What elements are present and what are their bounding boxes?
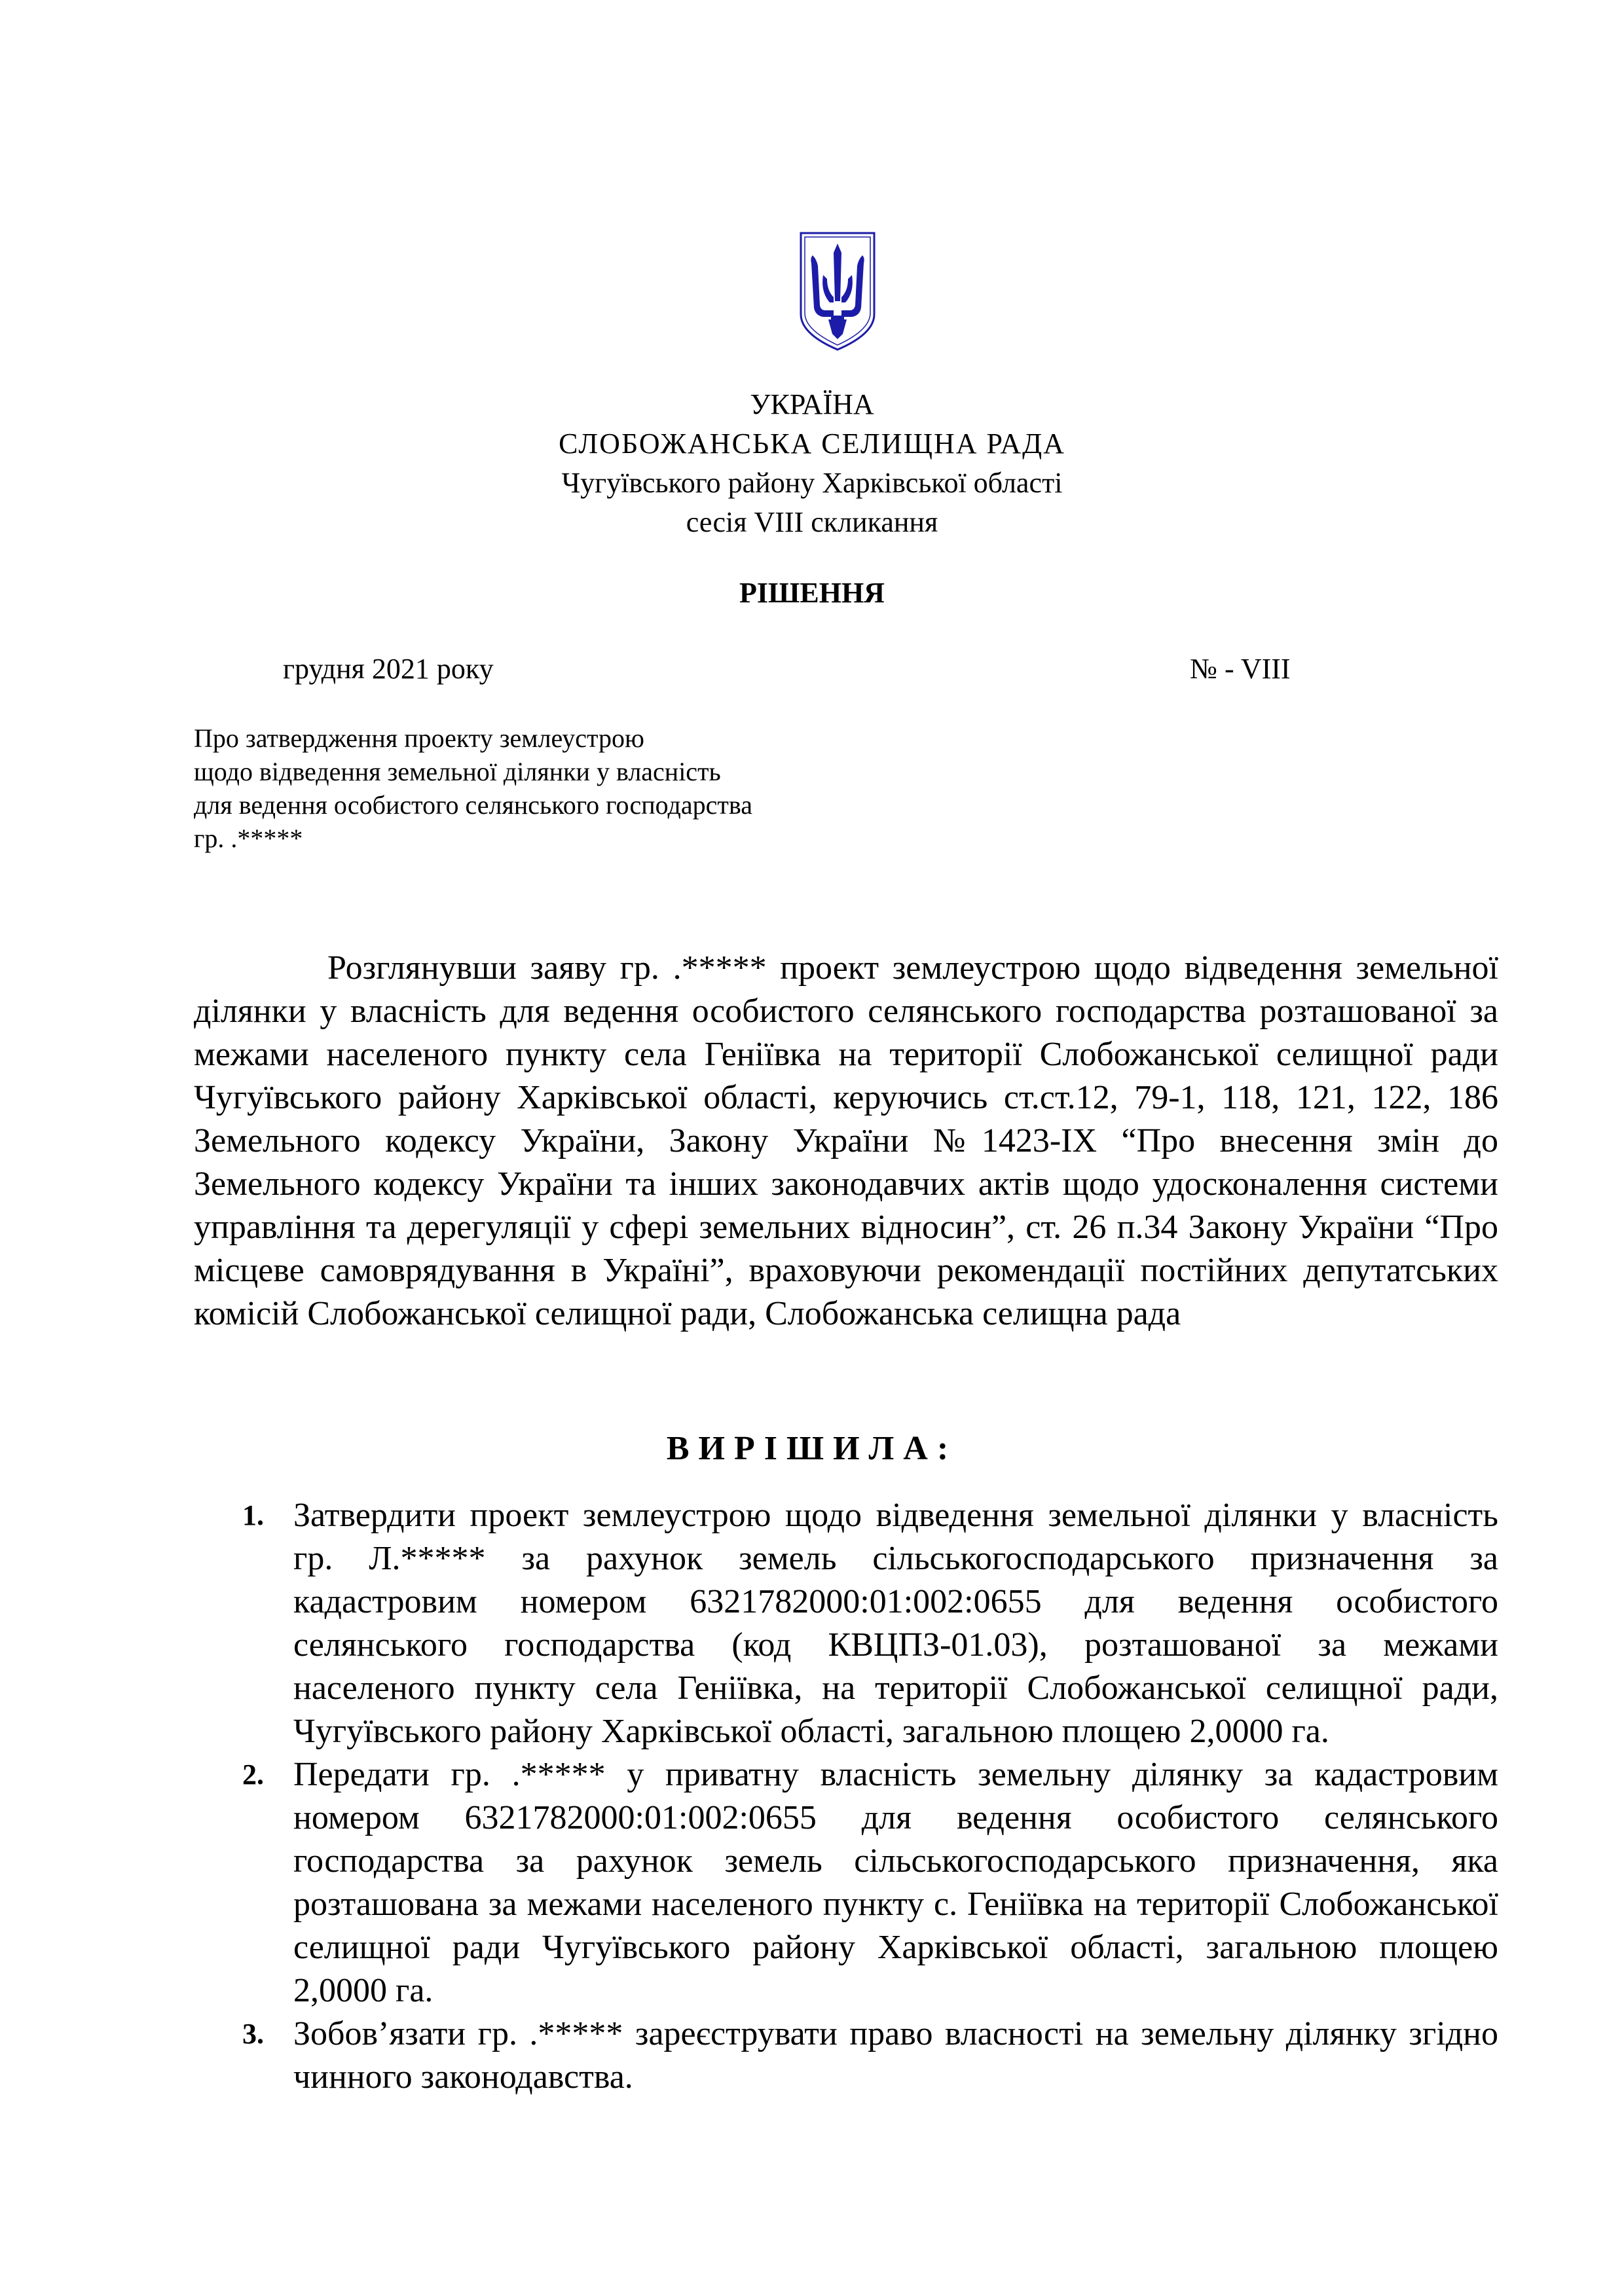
subject-line: для ведення особистого селянського господарства	[194, 790, 752, 820]
subject-line: щодо відведення земельної ділянки у власність	[194, 757, 721, 786]
country-name: УКРАЇНА	[750, 388, 874, 420]
item-number: 3.	[242, 2018, 264, 2050]
decision-item	[242, 1494, 1498, 1753]
item-text: Передати гр. .***** у приватну власність земельну ділянку за кадастровим номером 6321782000:01:002:0655 для ведення особистого селянського господарства за рахунок земель сільськогосподарського призначення, яка розташована за межами населеного пункту с. Геніївка на території Слобожанської селищної ради Чугуївського району Харківської області, загальною площею 2,0000 га.	[293, 1756, 1498, 2009]
preamble-text: Розглянувши заяву гр. .***** проект землеустрою щодо відведення земельної ділянки у власність для ведення особистого селянського господарства розташованої за межами населеного пункту села Геніївка на території Слобожанської селищної ради Чугуївського району Харківської області, керуючись ст.ст.12, 79-1, 118, 121, 122, 186 Земельного кодексу України, Закону України №1423-ІХ “Про внесення змін до Земельного кодексу України та інших законодавчих актів щодо удосконалення системи управління та дерегуляції у сфері земельних відносин”, ст. 26 п.34 Закону України “Про місцеве самоврядування в Україні”, враховуючи рекомендації постійних депутатських комісій Слобожанської селищної ради, Слобожанська селищна рада	[194, 949, 1498, 1332]
decision-item	[242, 2013, 1498, 2099]
decision-items	[242, 1494, 1498, 2099]
item-number: 1.	[242, 1499, 264, 1531]
document-header	[0, 385, 1624, 542]
session-name: сесія VIII скликання	[686, 506, 938, 538]
item-number: 2.	[242, 1758, 264, 1791]
decision-date: грудня 2021 року	[283, 653, 494, 685]
subject-line: Про затвердження проекту землеустрою	[194, 723, 644, 753]
ukraine-trident-emblem-icon	[797, 229, 878, 354]
item-text: Затвердити проект землеустрою щодо відведення земельної ділянки у власність гр. Л.***** за рахунок земель сільськогосподарського призначення за кадастровим номером 6321782000:01:002:0655 для ведення особистого селянського господарства (код КВЦПЗ-01.03), розташованої за межами населеного пункту села Геніївка, на території Слобожанської селищної ради, Чугуївського району Харківської області, загальною площею 2,0000 га.	[293, 1497, 1498, 1750]
decision-title: РІШЕННЯ	[739, 577, 885, 609]
council-name: СЛОБОЖАНСЬКА СЕЛИЩНА РАДА	[559, 428, 1065, 460]
decision-number: № - VIII	[1190, 653, 1291, 685]
preamble	[194, 947, 1498, 1336]
district-name: Чугуївського району Харківської області	[561, 467, 1063, 499]
item-text: Зобов’язати гр. .***** зареєструвати право власності на земельну ділянку згідно чинного законодавства.	[293, 2015, 1498, 2096]
subject-line: гр. .*****	[194, 824, 303, 853]
decision-subject	[194, 721, 1045, 855]
decision-item	[242, 1753, 1498, 2013]
resolved-heading: ВИРІШИЛА:	[666, 1430, 958, 1467]
